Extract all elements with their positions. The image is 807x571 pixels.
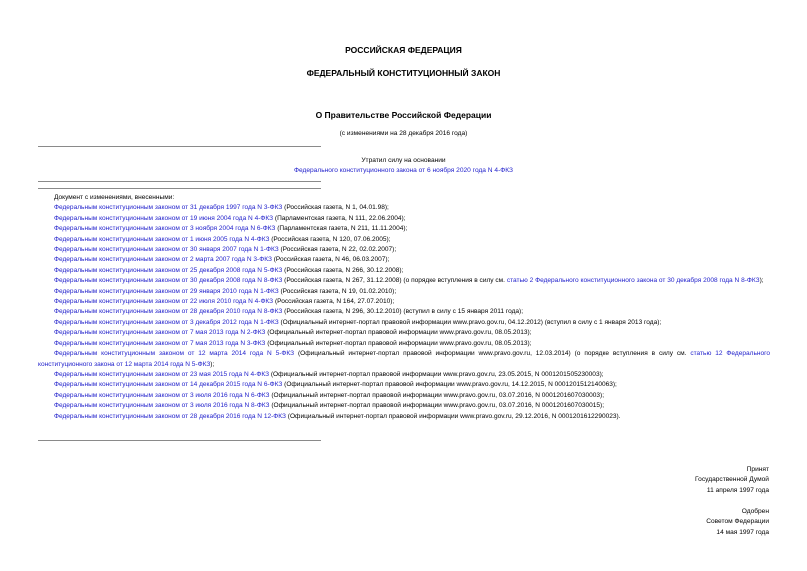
amendment-law-link[interactable]: статью 2 Федерального конституционного закона от 30 декабря 2008 года N 8-ФКЗ: [506, 277, 760, 285]
amendment-law-link[interactable]: Федеральным конституционным законом от 12 марта 2014 года N 5-ФКЗ: [54, 350, 295, 358]
amendment-law-link[interactable]: Федеральным конституционным законом от 28 декабря 2010 года N 8-ФКЗ: [54, 308, 283, 316]
amendment-item: [38, 391, 770, 401]
amendment-source-text: (Официальный интернет-портал правовой информации www.pravo.gov.ru, 03.07.2016, N 0001201607030003);: [269, 391, 605, 399]
amendment-source-text: );: [210, 360, 215, 368]
separator-line: [38, 440, 321, 441]
amendment-item: [38, 328, 770, 338]
amendment-item: [38, 266, 770, 276]
amendment-law-link[interactable]: Федеральным конституционным законом от 29 января 2010 года N 1-ФКЗ: [54, 287, 279, 295]
amendment-law-link[interactable]: Федеральным конституционным законом от 14 декабря 2015 года N 6-ФКЗ: [54, 381, 283, 389]
amendment-item: [38, 255, 770, 265]
amendment-item: [38, 339, 770, 349]
amendment-source-text: (Официальный интернет-портал правовой информации www.pravo.gov.ru, 23.05.2015, N 0001201505230003);: [269, 370, 604, 378]
amendment-law-link[interactable]: Федеральным конституционным законом от 7 мая 2013 года N 3-ФКЗ: [54, 339, 266, 347]
approval-line: Советом Федерации: [706, 518, 769, 526]
amendment-item: [38, 318, 770, 328]
repeal-note: Утратил силу на основании: [361, 157, 446, 164]
amendment-source-text: (Российская газета, N 22, 02.02.2007);: [278, 246, 397, 254]
amendment-law-link[interactable]: Федеральным конституционным законом от 3 ноября 2004 года N 6-ФКЗ: [54, 225, 276, 233]
amendment-source-text: (Парламентская газета, N 211, 11.11.2004);: [275, 225, 408, 233]
amendment-law-link[interactable]: Федеральным конституционным законом от 28 декабря 2016 года N 12-ФКЗ: [54, 412, 286, 420]
amendment-item: [38, 224, 770, 234]
amendment-source-text: (Парламентская газета, N 111, 22.06.2004);: [273, 214, 406, 222]
amendment-source-text: (Официальный интернет-портал правовой информации www.pravo.gov.ru, 03.07.2016, N 0001201607030015);: [269, 402, 605, 410]
edition-note: (с изменениями на 28 декабря 2016 года): [339, 130, 468, 137]
amendment-law-link[interactable]: Федеральным конституционным законом от 2 марта 2007 года N 3-ФКЗ: [54, 256, 272, 264]
amendment-source-text: (Российская газета, N 164, 27.07.2010);: [273, 298, 395, 306]
approval-date: 14 мая 1997 года: [716, 528, 769, 536]
repeal-link[interactable]: Федерального конституционного закона от 6 ноября 2020 года N 4-ФКЗ: [293, 167, 514, 174]
amendment-item: [38, 401, 770, 411]
amendment-law-link[interactable]: Федеральным конституционным законом от 30 декабря 2008 года N 8-ФКЗ: [54, 277, 283, 285]
amendment-item: [38, 245, 770, 255]
amendments-items: [38, 203, 770, 422]
amendment-law-link[interactable]: Федеральным конституционным законом от 23 мая 2015 года N 4-ФКЗ: [54, 370, 270, 378]
amendment-law-link[interactable]: Федеральным конституционным законом от 25 декабря 2008 года N 5-ФКЗ: [54, 266, 283, 274]
country-heading: РОССИЙСКАЯ ФЕДЕРАЦИЯ: [345, 45, 462, 55]
adoption-line: Государственной Думой: [695, 476, 769, 484]
amendment-law-link[interactable]: Федеральным конституционным законом от 22 июля 2010 года N 4-ФКЗ: [54, 298, 274, 306]
law-type-heading: ФЕДЕРАЛЬНЫЙ КОНСТИТУЦИОННЫЙ ЗАКОН: [306, 68, 501, 78]
amendment-source-text: (Официальный интернет-портал правовой информации www.pravo.gov.ru, 14.12.2015, N 0001201512140063);: [282, 381, 617, 389]
separator-line: [38, 188, 321, 189]
amendment-source-text: (Российская газета, N 46, 06.03.2007);: [271, 256, 390, 264]
amendment-source-text: (Официальный интернет-портал правовой информации www.pravo.gov.ru, 08.05.2013);: [265, 329, 532, 337]
amendment-item: [38, 370, 770, 380]
approval-block: [706, 507, 769, 538]
amendment-item: [38, 287, 770, 297]
adoption-line: Принят: [746, 466, 769, 473]
amendments-list: [38, 193, 770, 422]
amendment-source-text: (Российская газета, N 19, 01.02.2010);: [278, 287, 397, 295]
amendment-source-text: );: [759, 277, 764, 285]
amendment-item: [38, 412, 770, 422]
amendment-law-link[interactable]: Федеральным конституционным законом от 3 июля 2016 года N 8-ФКЗ: [54, 402, 270, 410]
amendments-intro: Документ с изменениями, внесенными:: [54, 194, 175, 201]
amendment-law-link[interactable]: статью 12 Федерального конституционного закона от 12 марта 2014 года N 5-ФКЗ: [38, 350, 771, 368]
amendment-item: [38, 349, 770, 370]
document-title: О Правительстве Российской Федерации: [315, 110, 492, 120]
amendment-law-link[interactable]: Федеральным конституционным законом от 19 июня 2004 года N 4-ФКЗ: [54, 214, 274, 222]
amendment-item: [38, 203, 770, 213]
amendment-item: [38, 214, 770, 224]
amendment-source-text: (Официальный интернет-портал правовой информации www.pravo.gov.ru, 29.12.2016, N 0001201612290023).: [285, 412, 621, 420]
amendment-item: [38, 235, 770, 245]
amendment-source-text: (Официальный интернет-портал правовой информации www.pravo.gov.ru, 08.05.2013);: [265, 339, 532, 347]
approval-line: Одобрен: [741, 508, 769, 515]
amendment-law-link[interactable]: Федеральным конституционным законом от 7 мая 2013 года N 2-ФКЗ: [54, 329, 266, 337]
amendment-source-text: (Российская газета, N 266, 30.12.2008);: [282, 266, 404, 274]
separator-line: [38, 146, 321, 147]
amendment-item: [38, 380, 770, 390]
amendment-law-link[interactable]: Федеральным конституционным законом от 30 января 2007 года N 1-ФКЗ: [54, 246, 279, 254]
amendment-source-text: (Российская газета, N 1, 04.01.98);: [282, 204, 389, 212]
amendment-item: [38, 297, 770, 307]
amendment-source-text: (Официальный интернет-портал правовой информации www.pravo.gov.ru, 12.03.2014) (о порядке вступления в силу см.: [294, 350, 691, 358]
separator-line: [38, 181, 321, 182]
amendment-source-text: (Российская газета, N 120, 07.06.2005);: [269, 235, 391, 243]
adoption-block: [695, 465, 769, 496]
amendment-source-text: (Официальный интернет-портал правовой информации www.pravo.gov.ru, 04.12.2012) (вступил в силу с 1 января 2013 года);: [278, 318, 662, 326]
adoption-date: 11 апреля 1997 года: [706, 486, 769, 494]
amendment-item: [38, 276, 770, 286]
amendment-source-text: (Российская газета, N 296, 30.12.2010) (вступил в силу с 15 января 2011 года);: [282, 308, 524, 316]
amendment-law-link[interactable]: Федеральным конституционным законом от 3 декабря 2012 года N 1-ФКЗ: [54, 318, 279, 326]
amendment-law-link[interactable]: Федеральным конституционным законом от 31 декабря 1997 года N 3-ФКЗ: [54, 204, 283, 212]
amendment-law-link[interactable]: Федеральным конституционным законом от 1 июня 2005 года N 4-ФКЗ: [54, 235, 270, 243]
amendment-law-link[interactable]: Федеральным конституционным законом от 3 июля 2016 года N 6-ФКЗ: [54, 391, 270, 399]
amendment-item: [38, 307, 770, 317]
amendment-source-text: (Российская газета, N 267, 31.12.2008) (о порядке вступления в силу см.: [282, 277, 507, 285]
